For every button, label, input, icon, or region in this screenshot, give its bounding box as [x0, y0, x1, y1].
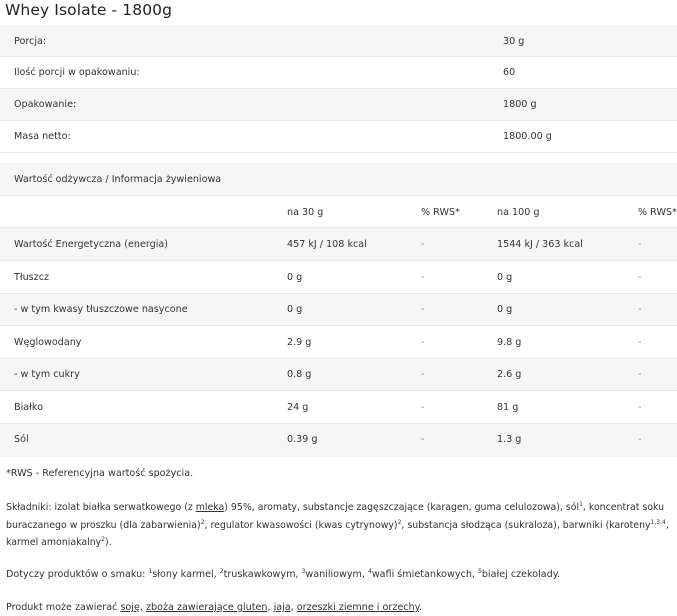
column-header-rws: % RWS* [421, 207, 460, 218]
nutrient-rws: - [421, 402, 425, 413]
nutrition-heading: Wartość odżywcza / Informacja żywieniowa [14, 174, 222, 185]
allergen-gluten: zboża zawierające gluten [145, 602, 268, 613]
info-label: Masa netto: [14, 131, 71, 142]
info-value: 1800 g [503, 99, 537, 110]
table-row [0, 294, 677, 326]
info-value: 60 [503, 67, 516, 78]
nutrient-per30: 0 g [287, 272, 303, 283]
nutrition-column-headers [0, 196, 677, 228]
nutrition-heading-row [0, 163, 677, 196]
nutrient-label: Tłuszcz [14, 272, 50, 283]
rws-note: *RWS - Referencyjna wartość spożycia. [6, 468, 194, 479]
table-row [0, 261, 677, 294]
table-row [0, 326, 677, 359]
nutrient-rws: - [421, 369, 425, 380]
allergen-soy: soję [120, 602, 140, 613]
info-row-serving [0, 25, 677, 57]
table-row [0, 391, 677, 424]
column-header-per30: na 30 g [287, 207, 324, 218]
nutrient-per30: 0.8 g [287, 369, 312, 380]
nutrient-rws: - [421, 272, 425, 283]
nutrient-rws: - [421, 304, 425, 315]
nutrient-per100: 1.3 g [497, 434, 522, 445]
allergens-note: Produkt może zawierać soję, zboża zawierające gluten, jaja, orzeszki ziemne i orzechy. [6, 602, 422, 613]
info-row-package [0, 89, 677, 121]
column-header-rws: % RWS* [638, 207, 677, 218]
info-value: 1800.00 g [503, 131, 552, 142]
nutrient-rws: - [638, 239, 642, 250]
info-value: 30 g [503, 36, 525, 47]
nutrient-label: Węglowodany [14, 337, 82, 348]
nutrient-per30: 0.39 g [287, 434, 318, 445]
info-row-servings-count [0, 57, 677, 89]
nutrient-rws: - [638, 434, 642, 445]
info-label: Opakowanie: [14, 99, 77, 110]
nutrient-per100: 0 g [497, 272, 513, 283]
nutrient-rws: - [638, 304, 642, 315]
nutrient-per100: 9.8 g [497, 337, 522, 348]
nutrient-per100: 1544 kJ / 363 kcal [497, 239, 583, 250]
nutrient-rws: - [638, 337, 642, 348]
allergen-eggs: jaja [273, 602, 291, 613]
nutrient-rws: - [421, 239, 425, 250]
nutrient-per100: 2.6 g [497, 369, 522, 380]
nutrient-rws: - [421, 337, 425, 348]
info-label: Porcja: [14, 36, 47, 47]
allergen-milk: mleka [195, 502, 225, 513]
nutrient-rws: - [638, 272, 642, 283]
column-header-per100: na 100 g [497, 207, 540, 218]
nutrient-per30: 457 kJ / 108 kcal [287, 239, 367, 250]
nutrient-rws: - [638, 369, 642, 380]
nutrient-per30: 0 g [287, 304, 303, 315]
nutrient-per100: 81 g [497, 402, 519, 413]
table-row [0, 359, 677, 391]
nutrient-per30: 24 g [287, 402, 309, 413]
nutrient-label: Wartość Energetyczna (energia) [14, 239, 169, 250]
allergen-nuts: orzeszki ziemne i orzechy [296, 602, 419, 613]
info-label: Ilość porcji w opakowaniu: [14, 67, 140, 78]
nutrient-rws: - [638, 402, 642, 413]
info-row-net-mass [0, 121, 677, 153]
nutrient-per30: 2.9 g [287, 337, 312, 348]
flavors-note: Dotyczy produktów o smaku: $^1$słony karmel, $^2$truskawkowym, $^3$waniliowym, $^4$wafli śmietankowych, $^5$białej czekolady. [6, 567, 561, 580]
nutrient-label: Białko [14, 402, 43, 413]
nutrient-label: Sól [14, 434, 29, 445]
nutrient-rws: - [421, 434, 425, 445]
table-row [0, 228, 677, 261]
page-title: Whey Isolate - 1800g [5, 1, 173, 19]
nutrient-per100: 0 g [497, 304, 513, 315]
nutrient-label: - w tym cukry [14, 369, 80, 380]
table-row [0, 424, 677, 457]
nutrient-label: - w tym kwasy tłuszczowe nasycone [14, 304, 188, 315]
ingredients-text: Składniki: izolat białka serwatkowego (z mleka) 95%, aromaty, substancje zagęszczające (karagen, guma celulozowa), sól$^1$, koncentrat soku buraczanego w proszku (dla zabarwienia)$^2$, regulator kwasowości (kwas cytrynowy)$^2$, substancja słodząca (sukraloza), barwniki (karoteny$^{1,3,4}$, karmel amoniakalny$^2$). [6, 500, 669, 548]
